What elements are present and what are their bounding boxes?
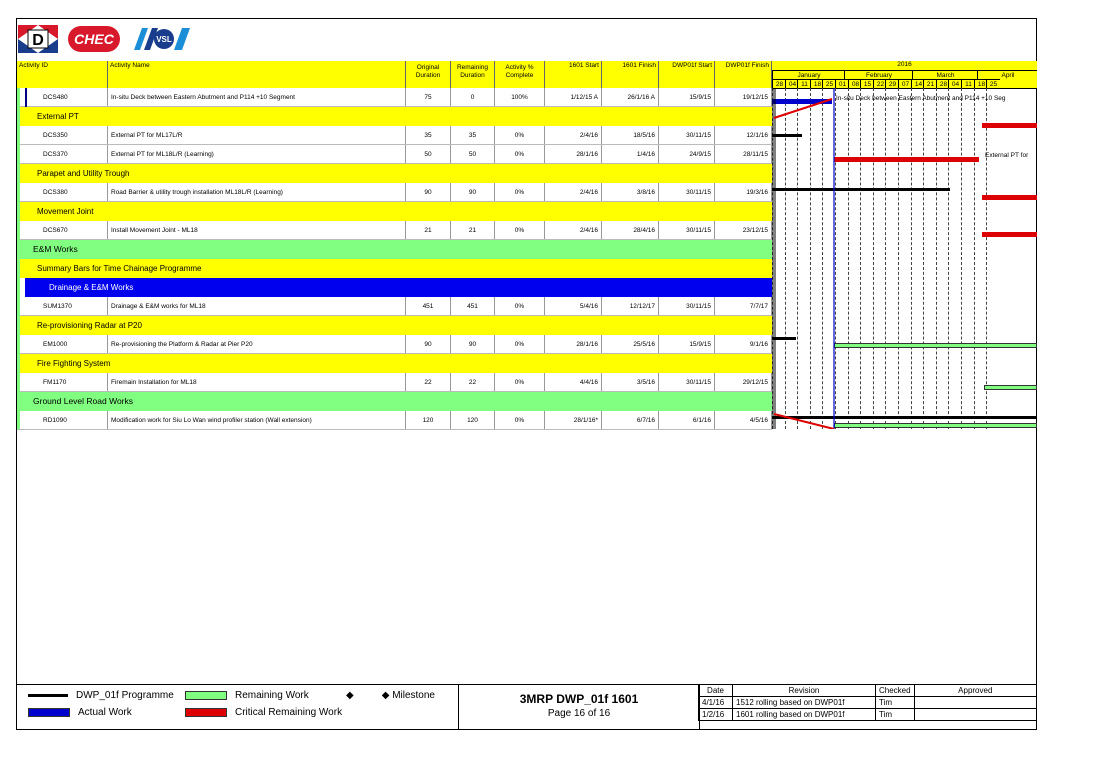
legend-remaining-label: Remaining Work [235, 690, 309, 701]
cell-id: DCS380 [17, 183, 108, 201]
cell-name: External PT for ML17L/R [108, 126, 406, 144]
month-label: January [772, 70, 845, 80]
legend-actual-label: Actual Work [78, 707, 132, 718]
group-header: E&M Works [17, 240, 772, 259]
revision-table [698, 684, 1037, 729]
group-header: Parapet and Utility Trough [17, 164, 772, 183]
cell-id: DCS370 [17, 145, 108, 163]
left-edge-bar [17, 88, 20, 429]
cell-s1601: 28/1/16 [545, 145, 602, 163]
week-label: 21 [923, 79, 937, 89]
cell-f1601: 12/12/17 [602, 297, 659, 315]
cell-sdwp: 24/9/15 [659, 145, 715, 163]
week-label: 11 [961, 79, 975, 89]
cell-f1601: 3/5/16 [602, 373, 659, 391]
cell-id: SUM1370 [17, 297, 108, 315]
group-header: Ground Level Road Works [17, 392, 772, 411]
cell-orig: 35 [406, 126, 451, 144]
group-header: Fire Fighting System [17, 354, 772, 373]
week-label: 28 [936, 79, 950, 89]
header-activity-name: Activity Name [108, 61, 406, 88]
cell-pct: 0% [495, 221, 545, 239]
cell-fdwp: 4/5/16 [715, 411, 772, 429]
week-label: 07 [898, 79, 912, 89]
table-row[interactable] [17, 126, 772, 145]
cell-rem: 90 [451, 183, 495, 201]
rev-approved [914, 697, 1036, 709]
gantt-bar-label-1: In-situ Deck between Eastern Abutment and P114 +10 Seg [836, 95, 1006, 102]
cell-fdwp: 23/12/15 [715, 221, 772, 239]
table-row[interactable] [17, 335, 772, 354]
cell-f1601: 18/5/16 [602, 126, 659, 144]
cell-s1601: 5/4/16 [545, 297, 602, 315]
cell-sdwp: 30/11/15 [659, 373, 715, 391]
cell-f1601: 3/8/16 [602, 183, 659, 201]
rev-header-checked: Checked [876, 685, 915, 697]
cell-fdwp: 28/11/15 [715, 145, 772, 163]
cell-fdwp: 29/12/15 [715, 373, 772, 391]
cell-sdwp: 15/9/15 [659, 335, 715, 353]
cell-s1601: 4/4/16 [545, 373, 602, 391]
legend-programme [28, 690, 174, 701]
week-label: 18 [810, 79, 824, 89]
cell-name: In-situ Deck between Eastern Abutment and P114 +10 Segment [108, 88, 406, 106]
rev-date: 4/1/16 [699, 697, 733, 709]
week-label: 18 [974, 79, 988, 89]
cell-pct: 0% [495, 335, 545, 353]
cell-name: Install Movement Joint - ML18 [108, 221, 406, 239]
cell-name: Modification work for Siu Lo Wan wind profiler station (Wall extension) [108, 411, 406, 429]
legend-programme-label: DWP_01f Programme [76, 690, 174, 701]
table-row[interactable] [17, 297, 772, 316]
legend-milestone [346, 690, 435, 701]
cell-id: EM1000 [17, 335, 108, 353]
cell-pct: 0% [495, 297, 545, 315]
legend-critical-label: Critical Remaining Work [235, 707, 343, 718]
legend-remaining-swatch [185, 691, 227, 700]
title-block [458, 684, 700, 729]
week-label: 22 [873, 79, 887, 89]
chec-logo: CHEC [68, 26, 120, 52]
cell-name: Firemain Installation for ML18 [108, 373, 406, 391]
header-1601-start: 1601 Start [545, 61, 602, 88]
cell-sdwp: 15/9/15 [659, 88, 715, 106]
diamond-icon-2: ◆ [381, 690, 390, 701]
d-logo [18, 26, 58, 52]
week-label: 28 [772, 79, 786, 89]
table-row[interactable] [17, 88, 772, 107]
cell-rem: 21 [451, 221, 495, 239]
cell-orig: 120 [406, 411, 451, 429]
legend-critical-swatch [185, 708, 227, 717]
table-row[interactable] [17, 145, 772, 164]
outline-bar [25, 88, 27, 107]
month-label: February [844, 70, 913, 80]
cell-orig: 90 [406, 335, 451, 353]
week-label: 01 [835, 79, 849, 89]
rev-description: 1512 rolling based on DWP01f [733, 697, 876, 709]
legend-actual-swatch [28, 708, 70, 717]
group-header: Drainage & E&M Works [25, 278, 772, 297]
week-label: 29 [885, 79, 899, 89]
cell-orig: 90 [406, 183, 451, 201]
cell-orig: 451 [406, 297, 451, 315]
cell-fdwp: 19/12/15 [715, 88, 772, 106]
cell-f1601: 1/4/16 [602, 145, 659, 163]
cell-fdwp: 12/1/16 [715, 126, 772, 144]
revision-row [699, 697, 1037, 709]
cell-rem: 50 [451, 145, 495, 163]
cell-sdwp: 30/11/15 [659, 183, 715, 201]
cell-sdwp: 6/1/16 [659, 411, 715, 429]
month-label: April [977, 70, 1037, 80]
rev-date: 1/2/16 [699, 709, 733, 721]
header-dwp01f-start: DWP01f Start [659, 61, 715, 88]
cell-f1601: 26/1/16 A [602, 88, 659, 106]
cell-pct: 0% [495, 126, 545, 144]
table-row[interactable] [17, 183, 772, 202]
table-header [17, 61, 772, 89]
cell-s1601: 2/4/16 [545, 221, 602, 239]
cell-fdwp: 9/1/16 [715, 335, 772, 353]
week-label: 15 [860, 79, 874, 89]
legend-remaining [185, 690, 309, 701]
gantt-bar-label-2: External PT for [985, 152, 1029, 159]
rev-header-date: Date [699, 685, 733, 697]
cell-orig: 50 [406, 145, 451, 163]
rev-header-revision: Revision [733, 685, 876, 697]
header-dwp01f-finish: DWP01f Finish [715, 61, 772, 88]
logo-strip [18, 24, 192, 54]
cell-f1601: 25/5/16 [602, 335, 659, 353]
cell-rem: 90 [451, 335, 495, 353]
cell-rem: 451 [451, 297, 495, 315]
cell-pct: 0% [495, 373, 545, 391]
cell-id: DCS670 [17, 221, 108, 239]
legend-critical [185, 707, 342, 718]
cell-s1601: 28/1/16* [545, 411, 602, 429]
vsl-logo [130, 26, 192, 52]
legend-milestone-label: ◆ Milestone [381, 690, 435, 701]
cell-sdwp: 30/11/15 [659, 221, 715, 239]
cell-name: Re-provisioning the Platform & Radar at Pier P20 [108, 335, 406, 353]
rev-checked: Tim [876, 709, 915, 721]
cell-rem: 120 [451, 411, 495, 429]
header-1601-finish: 1601 Finish [602, 61, 659, 88]
week-label: 04 [785, 79, 799, 89]
cell-id: FM1170 [17, 373, 108, 391]
rev-header-approved: Approved [914, 685, 1036, 697]
cell-sdwp: 30/11/15 [659, 126, 715, 144]
group-header: External PT [17, 107, 772, 126]
cell-id: DCS480 [17, 88, 108, 106]
week-label: 14 [911, 79, 925, 89]
cell-pct: 0% [495, 411, 545, 429]
cell-orig: 22 [406, 373, 451, 391]
cell-sdwp: 30/11/15 [659, 297, 715, 315]
vsl-logo-text: VSL [156, 35, 172, 44]
cell-fdwp: 7/7/17 [715, 297, 772, 315]
header-activity-complete: Activity % Complete [495, 61, 545, 88]
gantt-overlay [772, 61, 1037, 429]
legend-actual [28, 707, 132, 718]
cell-pct: 100% [495, 88, 545, 106]
cell-name: Drainage & E&M works for ML18 [108, 297, 406, 315]
title-block-page: Page 16 of 16 [547, 708, 611, 719]
week-label: 08 [848, 79, 862, 89]
table-row[interactable] [17, 411, 772, 430]
cell-s1601: 2/4/16 [545, 183, 602, 201]
header-remaining-duration: Remaining Duration [451, 61, 495, 88]
cell-s1601: 1/12/15 A [545, 88, 602, 106]
header-original-duration: Original Duration [406, 61, 451, 88]
cell-orig: 21 [406, 221, 451, 239]
cell-id: RD1090 [17, 411, 108, 429]
group-header: Summary Bars for Time Chainage Programme [17, 259, 772, 278]
cell-rem: 22 [451, 373, 495, 391]
title-block-title: 3MRP DWP_01f 1601 [519, 692, 639, 706]
cell-rem: 0 [451, 88, 495, 106]
table-row[interactable] [17, 221, 772, 240]
diamond-icon: ◆ [346, 690, 354, 701]
legend-programme-swatch [28, 694, 68, 697]
gantt-chart [772, 61, 1037, 429]
cell-pct: 0% [495, 183, 545, 201]
cell-f1601: 6/7/16 [602, 411, 659, 429]
table-row[interactable] [17, 373, 772, 392]
week-label: 25 [986, 79, 1000, 89]
week-label: 25 [822, 79, 836, 89]
rev-checked: Tim [876, 697, 915, 709]
cell-s1601: 28/1/16 [545, 335, 602, 353]
cell-f1601: 28/4/16 [602, 221, 659, 239]
cell-pct: 0% [495, 145, 545, 163]
cell-name: External PT for ML18L/R (Learning) [108, 145, 406, 163]
cell-s1601: 2/4/16 [545, 126, 602, 144]
month-label: March [912, 70, 978, 80]
header-activity-id: Activity ID [17, 61, 108, 88]
svg-text:D: D [32, 32, 44, 49]
cell-id: DCS350 [17, 126, 108, 144]
group-header: Re-provisioning Radar at P20 [17, 316, 772, 335]
group-header: Movement Joint [17, 202, 772, 221]
gantt-year: 2016 [897, 61, 912, 68]
rev-description: 1601 rolling based on DWP01f [733, 709, 876, 721]
cell-rem: 35 [451, 126, 495, 144]
cell-orig: 75 [406, 88, 451, 106]
week-label: 11 [797, 79, 811, 89]
rev-approved [914, 709, 1036, 721]
cell-name: Road Barrier & utility trough installation ML18L/R (Learning) [108, 183, 406, 201]
week-label: 04 [948, 79, 962, 89]
revision-row [699, 709, 1037, 721]
cell-fdwp: 19/3/16 [715, 183, 772, 201]
